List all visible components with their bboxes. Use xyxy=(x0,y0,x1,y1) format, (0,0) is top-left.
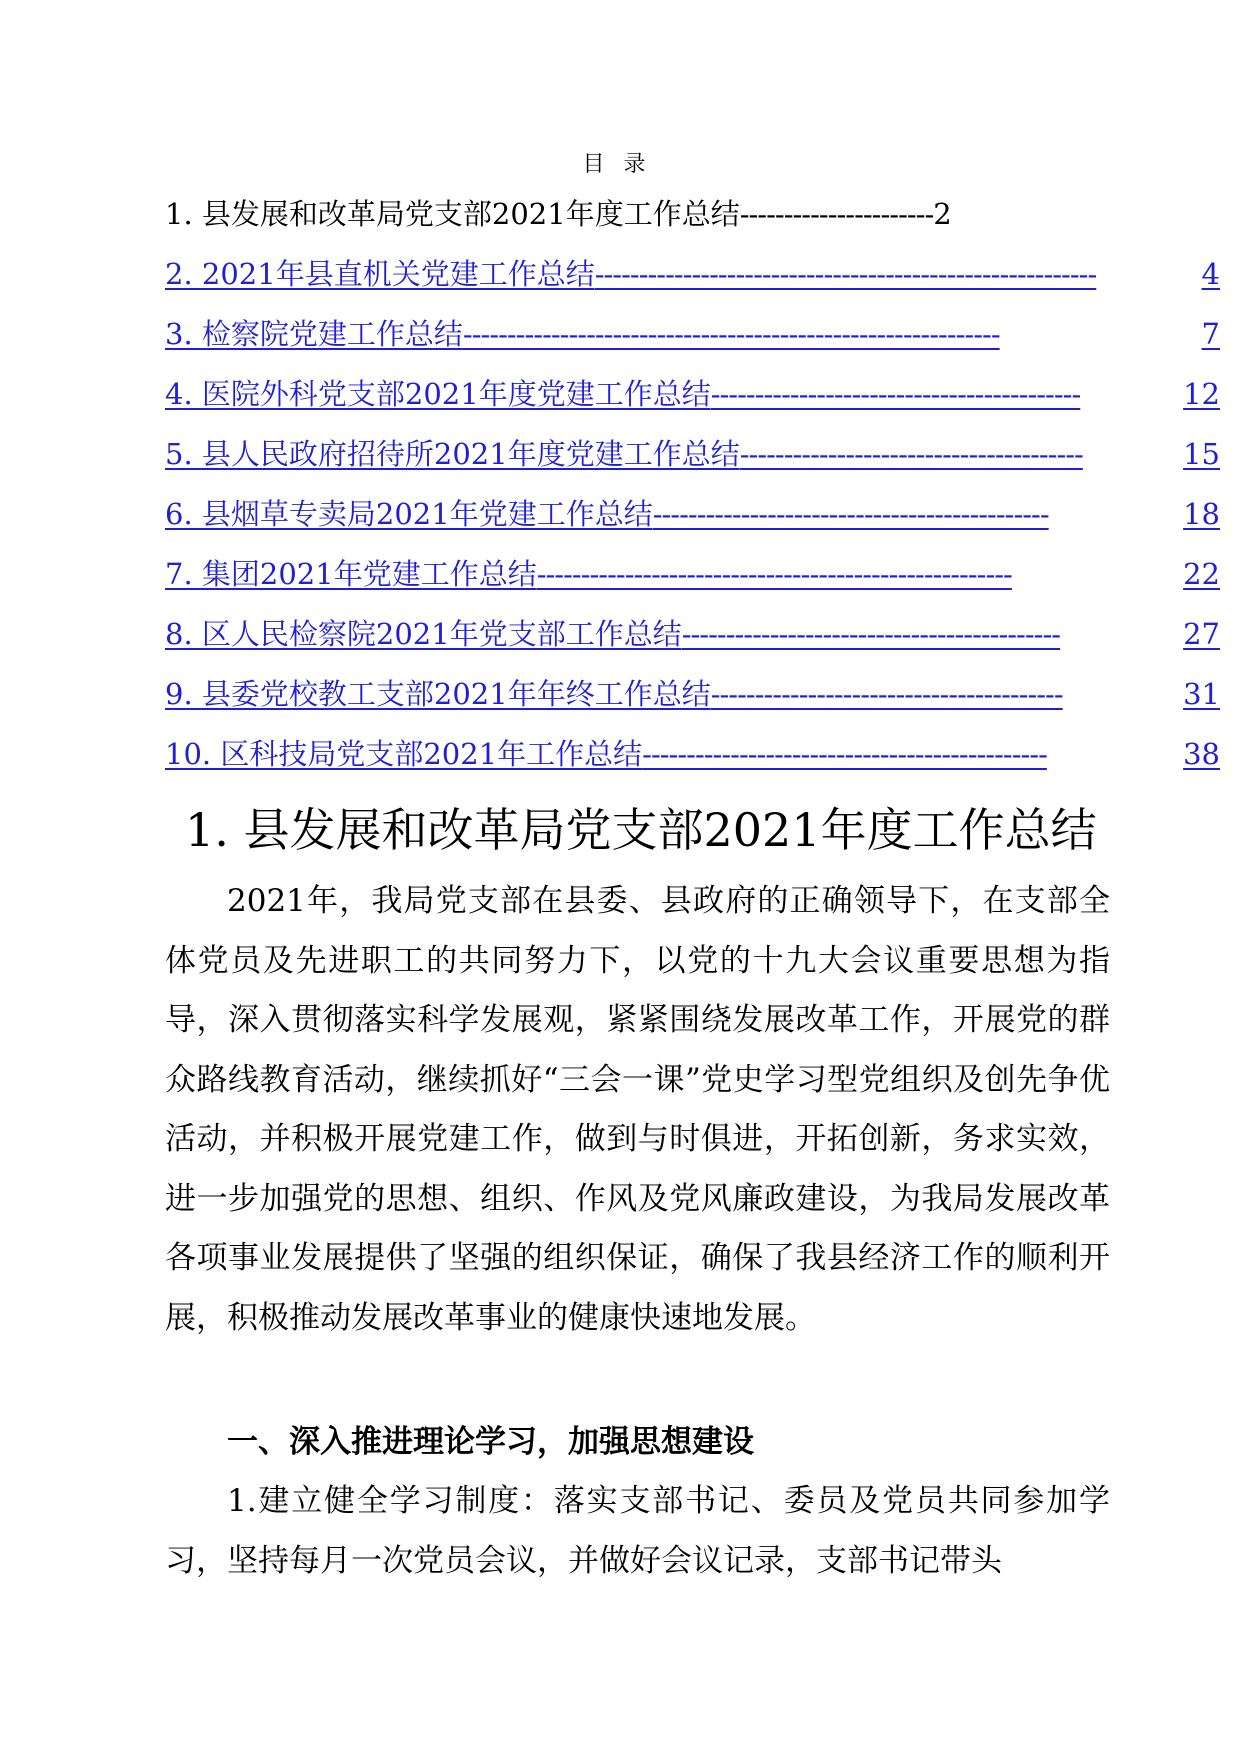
toc-entry-leader: ---------------------------------------------- xyxy=(642,737,1047,771)
toc-entry-page: 38 xyxy=(1183,737,1220,771)
toc-entry-4[interactable] xyxy=(165,372,1220,432)
toc-entry-page: 4 xyxy=(1201,257,1220,291)
toc-entry-1[interactable] xyxy=(165,192,1220,252)
intro-paragraph: 2021年，我局党支部在县委、县政府的正确领导下，在支部全体党员及先进职工的共同努力下，以党的十九大会议重要思想为指导，深入贯彻落实科学发展观，紧紧围绕发展改革工作，开展党的群众路线教育活动，继续抓好“三会一课”党史学习型党组织及创先争优活动，并积极开展党建工作，做到与时俱进，开拓创新，务求实效，进一步加强党的思想、组织、作风及党风廉政建设，为我局发展改革各项事业发展提供了坚强的组织保证，确保了我县经济工作的顺利开展，积极推动发展改革事业的健康快速地发展。 xyxy=(165,883,1110,1336)
toc-entry-3[interactable] xyxy=(165,312,1220,372)
toc-entry-title: 9. 县委党校教工支部2021年年终工作总结 xyxy=(165,677,711,711)
toc-entry-7[interactable] xyxy=(165,552,1220,612)
toc-entry-page: 22 xyxy=(1183,557,1220,591)
toc-entry-2[interactable] xyxy=(165,252,1220,312)
toc-entry-title: 6. 县烟草专卖局2021年党建工作总结 xyxy=(165,497,653,531)
toc-entry-title: 4. 医院外科党支部2021年度党建工作总结 xyxy=(165,377,711,411)
toc-entry-title: 8. 区人民检察院2021年党支部工作总结 xyxy=(165,617,682,651)
toc-entry-title: 2. 2021年县直机关党建工作总结 xyxy=(165,257,595,291)
toc-entry-5[interactable] xyxy=(165,432,1220,492)
toc-entry-page: 27 xyxy=(1183,617,1220,651)
table-of-contents xyxy=(165,192,1220,792)
toc-entry-title: 1. 县发展和改革局党支部2021年度工作总结 xyxy=(165,197,740,231)
toc-entry-6[interactable] xyxy=(165,492,1220,552)
toc-entry-leader: --------------------------------------- xyxy=(739,437,1083,471)
toc-heading: 目 录 xyxy=(582,152,652,177)
toc-entry-10[interactable] xyxy=(165,732,1220,792)
toc-entry-page: 18 xyxy=(1183,497,1220,531)
toc-entry-8[interactable] xyxy=(165,612,1220,672)
document-title: 1. 县发展和改革局党支部2021年度工作总结 xyxy=(185,803,1097,857)
toc-entry-title: 10. 区科技局党支部2021年工作总结 xyxy=(165,737,643,771)
toc-entry-leader: ---------------------- xyxy=(739,197,934,231)
toc-entry-page: 12 xyxy=(1183,377,1220,411)
toc-entry-leader: ------------------------------------------- xyxy=(681,617,1061,651)
section-heading: 一、深入推进理论学习，加强思想建设 xyxy=(227,1424,754,1460)
toc-entry-page: 2 xyxy=(933,197,952,231)
toc-entry-page: 31 xyxy=(1183,677,1220,711)
toc-entry-title: 3. 检察院党建工作总结 xyxy=(165,317,463,351)
toc-entry-title: 7. 集团2021年党建工作总结 xyxy=(165,557,537,591)
body-paragraph: 1.建立健全学习制度：落实支部书记、委员及党员共同参加学习，坚持每月一次党员会议，并做好会议记录，支部书记带头 xyxy=(165,1483,1110,1579)
toc-entry-page: 15 xyxy=(1183,437,1220,471)
toc-entry-leader: ------------------------------------------------------------- xyxy=(462,317,1000,351)
toc-entry-leader: --------------------------------------------- xyxy=(652,497,1049,531)
toc-entry-leader: ---------------------------------------- xyxy=(710,677,1063,711)
toc-entry-leader: ------------------------------------------------------ xyxy=(536,557,1012,591)
toc-entry-leader: ------------------------------------------ xyxy=(710,377,1081,411)
toc-entry-leader: --------------------------------------------------------- xyxy=(594,257,1097,291)
toc-entry-page: 7 xyxy=(1201,317,1220,351)
toc-entry-9[interactable] xyxy=(165,672,1220,732)
toc-entry-title: 5. 县人民政府招待所2021年度党建工作总结 xyxy=(165,437,740,471)
